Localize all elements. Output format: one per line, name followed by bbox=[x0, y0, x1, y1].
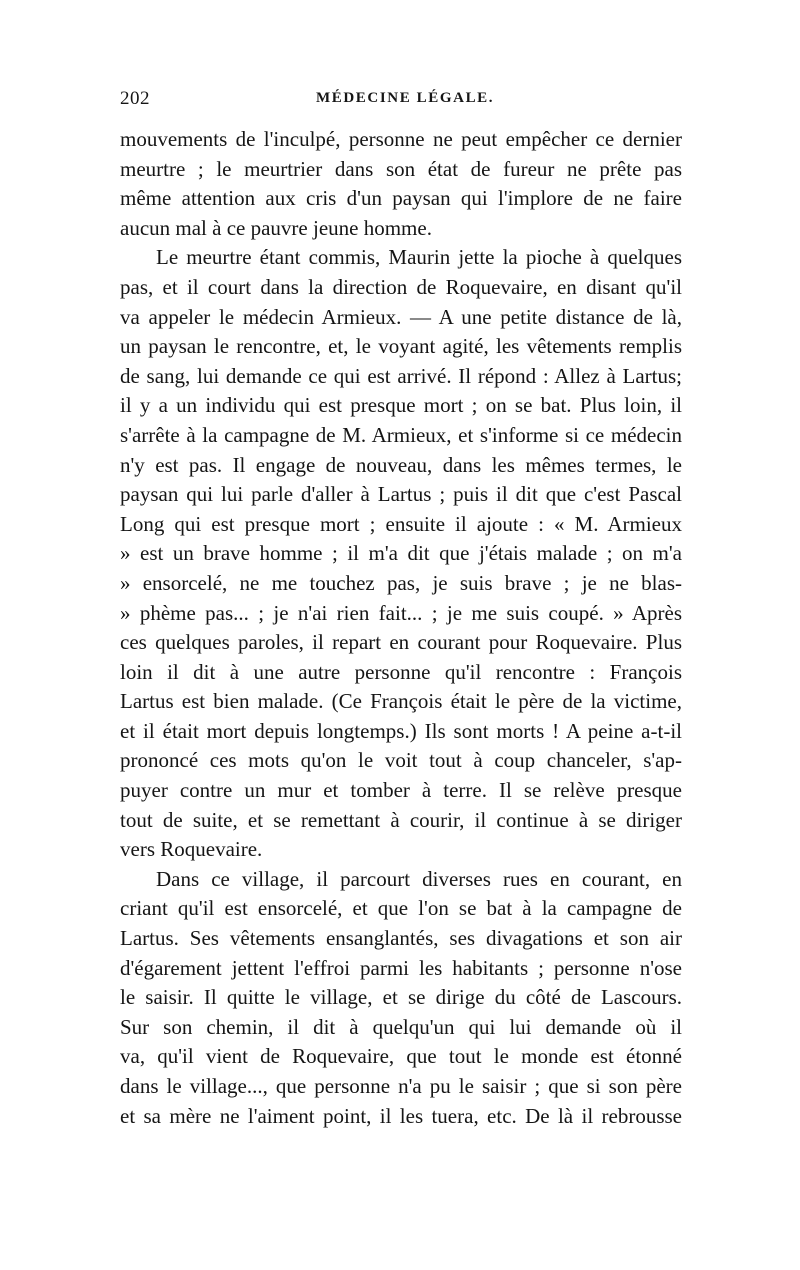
paragraph bbox=[120, 865, 682, 1131]
text-line: Long qui est presque mort ; ensuite il ajoute : « M. Armieux bbox=[120, 511, 682, 536]
paragraph bbox=[120, 125, 682, 243]
text-line: Lartus est bien malade. (Ce François était le père de la victime, bbox=[120, 689, 682, 714]
text-line: va appeler le médecin Armieux. — A une petite distance de là, bbox=[120, 304, 682, 329]
text-line: d'égarement jettent l'effroi parmi les habitants ; personne n'ose bbox=[120, 955, 682, 980]
text-line: mouvements de l'inculpé, personne ne peut empêcher ce dernier bbox=[120, 127, 682, 151]
running-title: MÉDECINE LÉGALE. bbox=[316, 90, 495, 106]
text-line: criant qu'il est ensorcelé, et que l'on se bat à la campagne de bbox=[120, 896, 682, 921]
text-line: aucun mal à ce pauvre jeune homme. bbox=[120, 215, 432, 240]
text-line: Dans ce village, il parcourt diverses rues en courant, en bbox=[156, 866, 682, 891]
text-line: vers Roquevaire. bbox=[120, 837, 263, 862]
text-line: loin il dit à une autre personne qu'il rencontre : François bbox=[120, 659, 682, 684]
body-text bbox=[120, 125, 682, 1131]
text-line: s'arrête à la campagne de M. Armieux, et s'informe si ce médecin bbox=[120, 422, 682, 447]
text-line: dans le village..., que personne n'a pu le saisir ; que si son père bbox=[120, 1074, 682, 1098]
text-line: Sur son chemin, il dit à quelqu'un qui lui demande où il bbox=[120, 1014, 682, 1039]
text-line: meurtre ; le meurtrier dans son état de fureur ne prête pas bbox=[120, 156, 682, 181]
text-line: Lartus. Ses vêtements ensanglantés, ses divagations et son air bbox=[120, 926, 682, 951]
text-line: même attention aux cris d'un paysan qui l'implore de ne faire bbox=[120, 186, 682, 211]
text-line: prononcé ces mots qu'on le voit tout à coup chanceler, s'ap- bbox=[120, 748, 682, 773]
text-line: de sang, lui demande ce qui est arrivé. Il répond : Allez à Lartus; bbox=[120, 363, 682, 388]
page-header bbox=[120, 88, 680, 118]
text-line: va, qu'il vient de Roquevaire, que tout le monde est étonné bbox=[120, 1044, 682, 1069]
text-line: paysan qui lui parle d'aller à Lartus ; puis il dit que c'est Pascal bbox=[120, 482, 682, 507]
text-line: Le meurtre étant commis, Maurin jette la pioche à quelques bbox=[156, 245, 682, 270]
text-line: tout de suite, et se remettant à courir, il continue à se diriger bbox=[120, 807, 682, 832]
paragraph bbox=[120, 243, 682, 864]
text-line: puyer contre un mur et tomber à terre. Il se relève presque bbox=[120, 778, 682, 803]
text-line: le saisir. Il quitte le village, et se dirige du côté de Lascours. bbox=[120, 985, 682, 1010]
text-line: ces quelques paroles, il repart en courant pour Roquevaire. Plus bbox=[120, 630, 682, 655]
text-line: un paysan le rencontre, et, le voyant agité, les vêtements remplis bbox=[120, 334, 682, 359]
text-line: » ensorcelé, ne me touchez pas, je suis brave ; je ne blas- bbox=[120, 570, 682, 595]
text-line: il y a un individu qui est presque mort ; on se bat. Plus loin, il bbox=[120, 393, 682, 418]
text-line: » phème pas... ; je n'ai rien fait... ; je me suis coupé. » Après bbox=[120, 600, 682, 625]
text-line: » est un brave homme ; il m'a dit que j'étais malade ; on m'a bbox=[120, 541, 682, 566]
text-line: n'y est pas. Il engage de nouveau, dans les mêmes termes, le bbox=[120, 452, 682, 477]
text-line: et sa mère ne l'aiment point, il les tuera, etc. De là il rebrousse bbox=[120, 1103, 682, 1128]
text-line: et il était mort depuis longtemps.) Ils sont morts ! A peine a-t-il bbox=[120, 718, 682, 743]
page-number: 202 bbox=[120, 88, 150, 109]
text-line: pas, et il court dans la direction de Roquevaire, en disant qu'il bbox=[120, 274, 682, 299]
